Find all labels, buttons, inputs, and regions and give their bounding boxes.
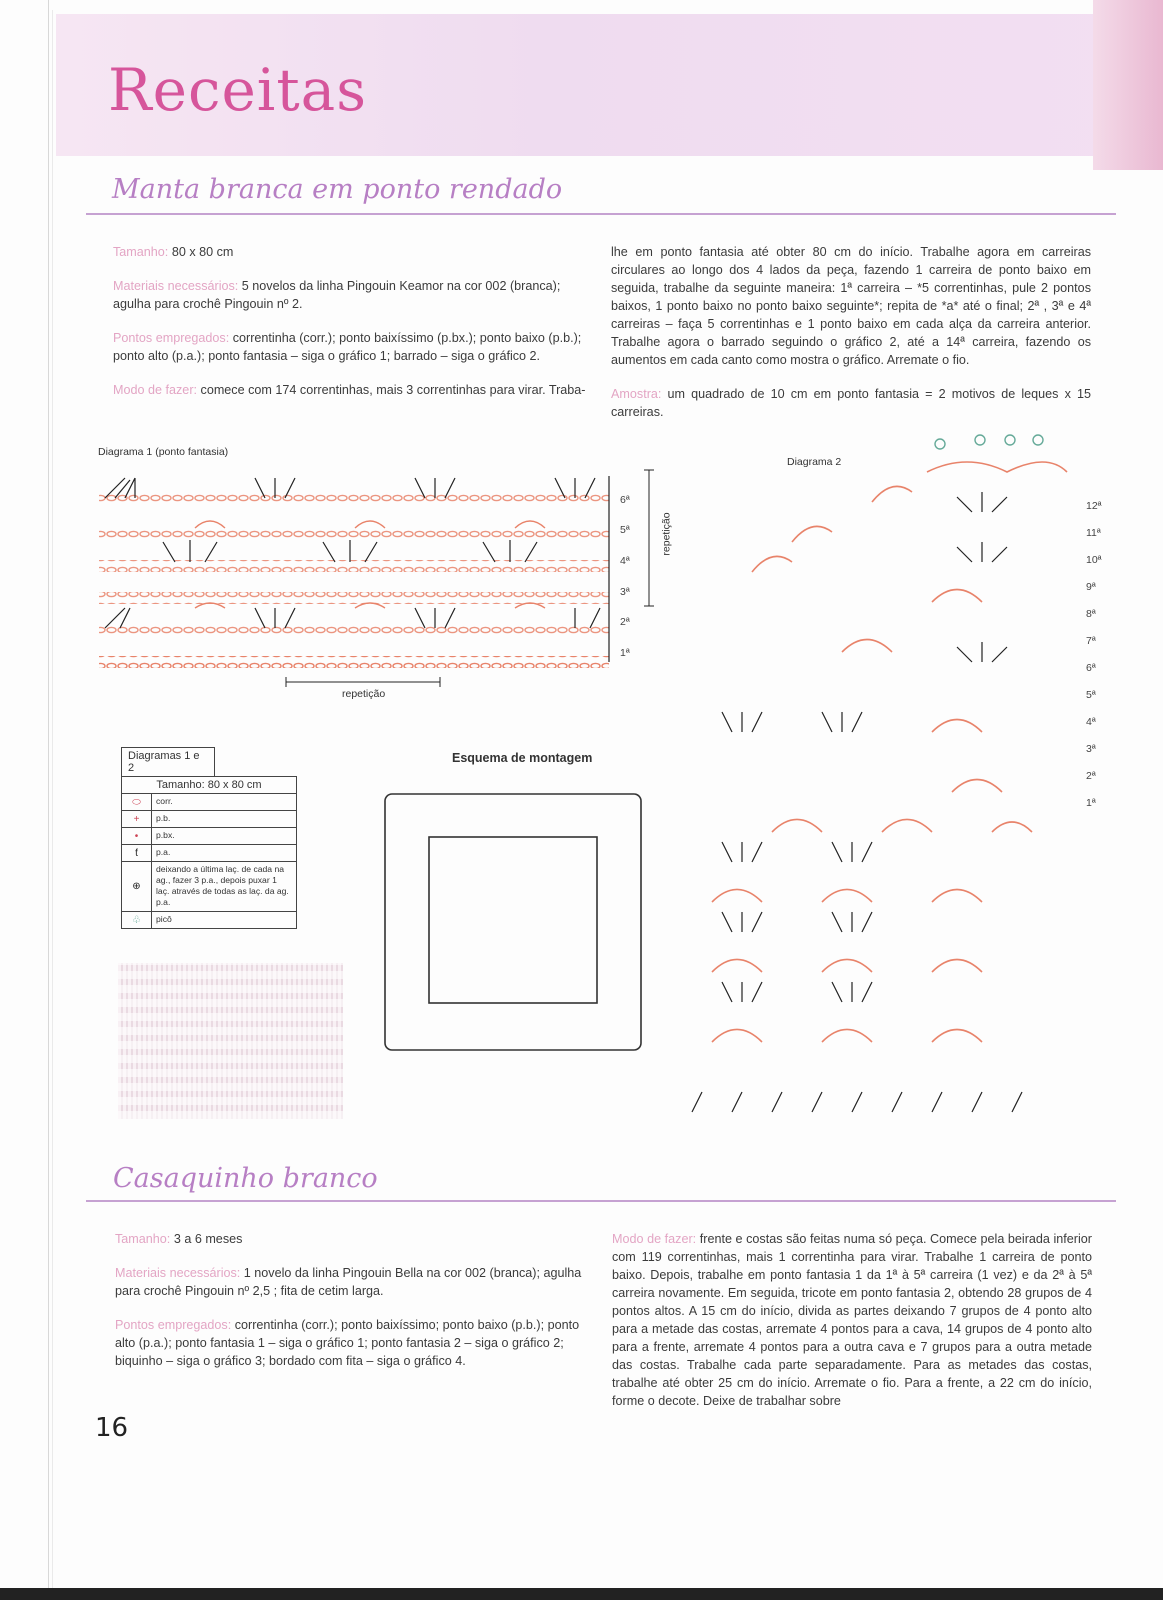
legend-row [121,912,297,929]
legend-row [121,845,297,862]
legend-row [121,828,297,845]
diagram2-row-label: 8ª [1086,608,1096,620]
repeat-label-horizontal: repetição [342,688,386,700]
stitches-value: correntinha (corr.); ponto baixíssimo (p.bx.); ponto baixo (p.b.); ponto alto (p.a.); ponto fantasia – siga o gráfico 1; barrado – siga o gráfico 2. [113,331,582,363]
diagram2-caption: Diagrama 2 [787,456,842,468]
legend-text: p.bx. [156,830,175,840]
diagram2-row-label: 7ª [1086,635,1096,647]
legend-text: p.a. [156,847,171,857]
header-corner [1093,0,1163,170]
stitches-label: Pontos empregados: [113,331,230,345]
size-label: Tamanho: [115,1232,171,1246]
page-margin-line [52,10,53,1590]
blanket-photo [118,963,343,1119]
diagram1-row-label: 4ª [620,555,630,567]
section1-left-column [113,243,593,415]
method-value: comece com 174 correntinhas, mais 3 correntinhas para virar. Traba- [200,383,586,397]
cluster-icon: ⊕ [122,862,152,911]
stitches-value: correntinha (corr.); ponto baixíssimo; ponto baixo (p.b.); ponto alto (p.a.); ponto fantasia 1 – siga o gráfico 1; ponto fantasia 2 – siga o gráfico 2; biquinho – siga o gráfico 3; bordado com fita – siga o gráfico 4. [115,1318,580,1368]
diagram1-row-label: 6ª [620,494,630,506]
diagram2-row-label: 3ª [1086,743,1096,755]
diagram2-row-label: 1ª [1086,797,1096,809]
sample-value: um quadrado de 10 cm em ponto fantasia = 2 motivos de leques x 15 carreiras. [611,387,1092,419]
diagram2-row-label: 6ª [1086,662,1096,674]
section-rule [86,213,1116,215]
page-title: Receitas [108,56,368,124]
materials-value: 1 novelo da linha Pingouin Bella na cor 002 (branca); agulha para crochê Pingouin nº 2,5 ; fita de cetim larga. [115,1266,582,1298]
diagram1-row-label: 2ª [620,616,630,628]
diagram2-row-label: 11ª [1086,527,1101,539]
stitches-label: Pontos empregados: [115,1318,232,1332]
legend-title: Diagramas 1 e 2 [121,747,215,776]
size-value: 80 x 80 cm [171,245,234,259]
diagram1-repeat-bracket-v [641,468,661,608]
picot-icon: ♧ [122,912,152,928]
diagram2-row-label: 10ª [1086,554,1102,566]
legend-text: picô [156,914,172,924]
legend-row [121,862,297,912]
scan-edge [0,1588,1163,1600]
single-crochet-icon: + [122,811,152,827]
legend-row [121,794,297,811]
repeat-label-vertical: repetição [660,512,673,556]
diagram1-row-label: 1ª [620,647,630,659]
diagram2-row-label: 4ª [1086,716,1096,728]
legend-text: p.b. [156,813,171,823]
section-title-casaquinho: Casaquinho branco [113,1163,378,1194]
page-number: 16 [95,1413,129,1443]
materials-label: Materiais necessários: [115,1266,241,1280]
size-label: Tamanho: [113,245,169,259]
diagram1-repeat-bracket-h [284,676,444,688]
method-label: Modo de fazer: [612,1232,697,1246]
section1-right-column [611,243,1091,437]
materials-value: 5 novelos da linha Pingouin Keamor na cor 002 (branca); agulha para crochê Pingouin nº 2. [113,279,561,311]
diagram2-chart [672,432,1072,1122]
method-continuation: lhe em ponto fantasia até obter 80 cm do início. Trabalhe agora em carreiras circulares ao longo dos 4 lados da peça, fazendo 1 carreira de ponto baixo em seguida, trabalhe da seguinte maneira: 1ª carreira – *5 correntinhas, pule 2 pontos baixos, 1 ponto baixo no ponto baixo seguinte*; repita de *a* até o final; 2ª , 3ª e 4ª carreiras – faça 5 correntinhas e 1 ponto baixo em cada alça da carreira anterior. Trabalhe agora o barrado seguindo o gráfico 2, até a 14ª carreira, fazendo os aumentos em cada canto como mostra o gráfico. Arremate o fio. [611,245,1091,367]
assembly-title: Esquema de montagem [452,751,593,765]
diagram1-chart [95,468,655,668]
method-label: Modo de fazer: [113,383,198,397]
diagram1-row-label: 5ª [620,524,630,536]
diagram2-row-label: 9ª [1086,581,1096,593]
section2-right-column [612,1230,1092,1426]
legend-text: corr. [156,796,173,806]
slip-stitch-icon: • [122,828,152,844]
legend-table [121,747,297,929]
materials-label: Materiais necessários: [113,279,239,293]
section-rule [86,1200,1116,1202]
legend-size: Tamanho: 80 x 80 cm [121,776,297,794]
method-value: frente e costas são feitas numa só peça. Comece pela beirada inferior com 119 correntinhas, mais 1 correntinha para virar. Trabalhe 1 carreira de ponto baixo. Depois, trabalhe em ponto fantasia 1 da 1ª à 5ª carreira (1 vez) e da 2ª à 5ª carreira novamente. Em seguida, tricote em ponto fantasia 2, obtendo 28 grupos de 4 pontos altos. A 15 cm do início, divida as partes deixando 7 grupos de 4 ponto alto para a metade das costas, arremate 4 pontos para a cava, 14 grupos de 4 ponto alto para a frente, arremate 4 pontos para a outra cava e 7 grupos para a outra metade das costas. Trabalhe cada parte separadamente. Para as metades das costas, trabalhe até obter 25 cm do início. Arremate o fio. Para a frente, a 22 cm do início, forme o decote. Deixe de trabalhar sobre [612,1232,1092,1408]
diagram1-rows [99,494,609,668]
size-value: 3 a 6 meses [173,1232,243,1246]
section-title-manta: Manta branca em ponto rendado [112,174,563,205]
page-margin-line [48,0,49,1600]
section2-left-column [115,1230,595,1386]
diagram1-caption: Diagrama 1 (ponto fantasia) [98,446,229,458]
chain-icon: ⬭ [122,794,152,810]
diagram2-row-label: 2ª [1086,770,1096,782]
legend-row [121,811,297,828]
sample-label: Amostra: [611,387,662,401]
diagram1-row-label: 3ª [620,586,630,598]
legend-text: deixando a última laç. de cada na ag., fazer 3 p.a., depois puxar 1 laç. através de todas as laç. da ag. p.a. [156,864,289,907]
double-crochet-icon: ƭ [122,845,152,861]
assembly-diagram [383,792,645,1054]
diagram2-row-label: 12ª [1086,500,1102,512]
diagram2-row-label: 5ª [1086,689,1096,701]
